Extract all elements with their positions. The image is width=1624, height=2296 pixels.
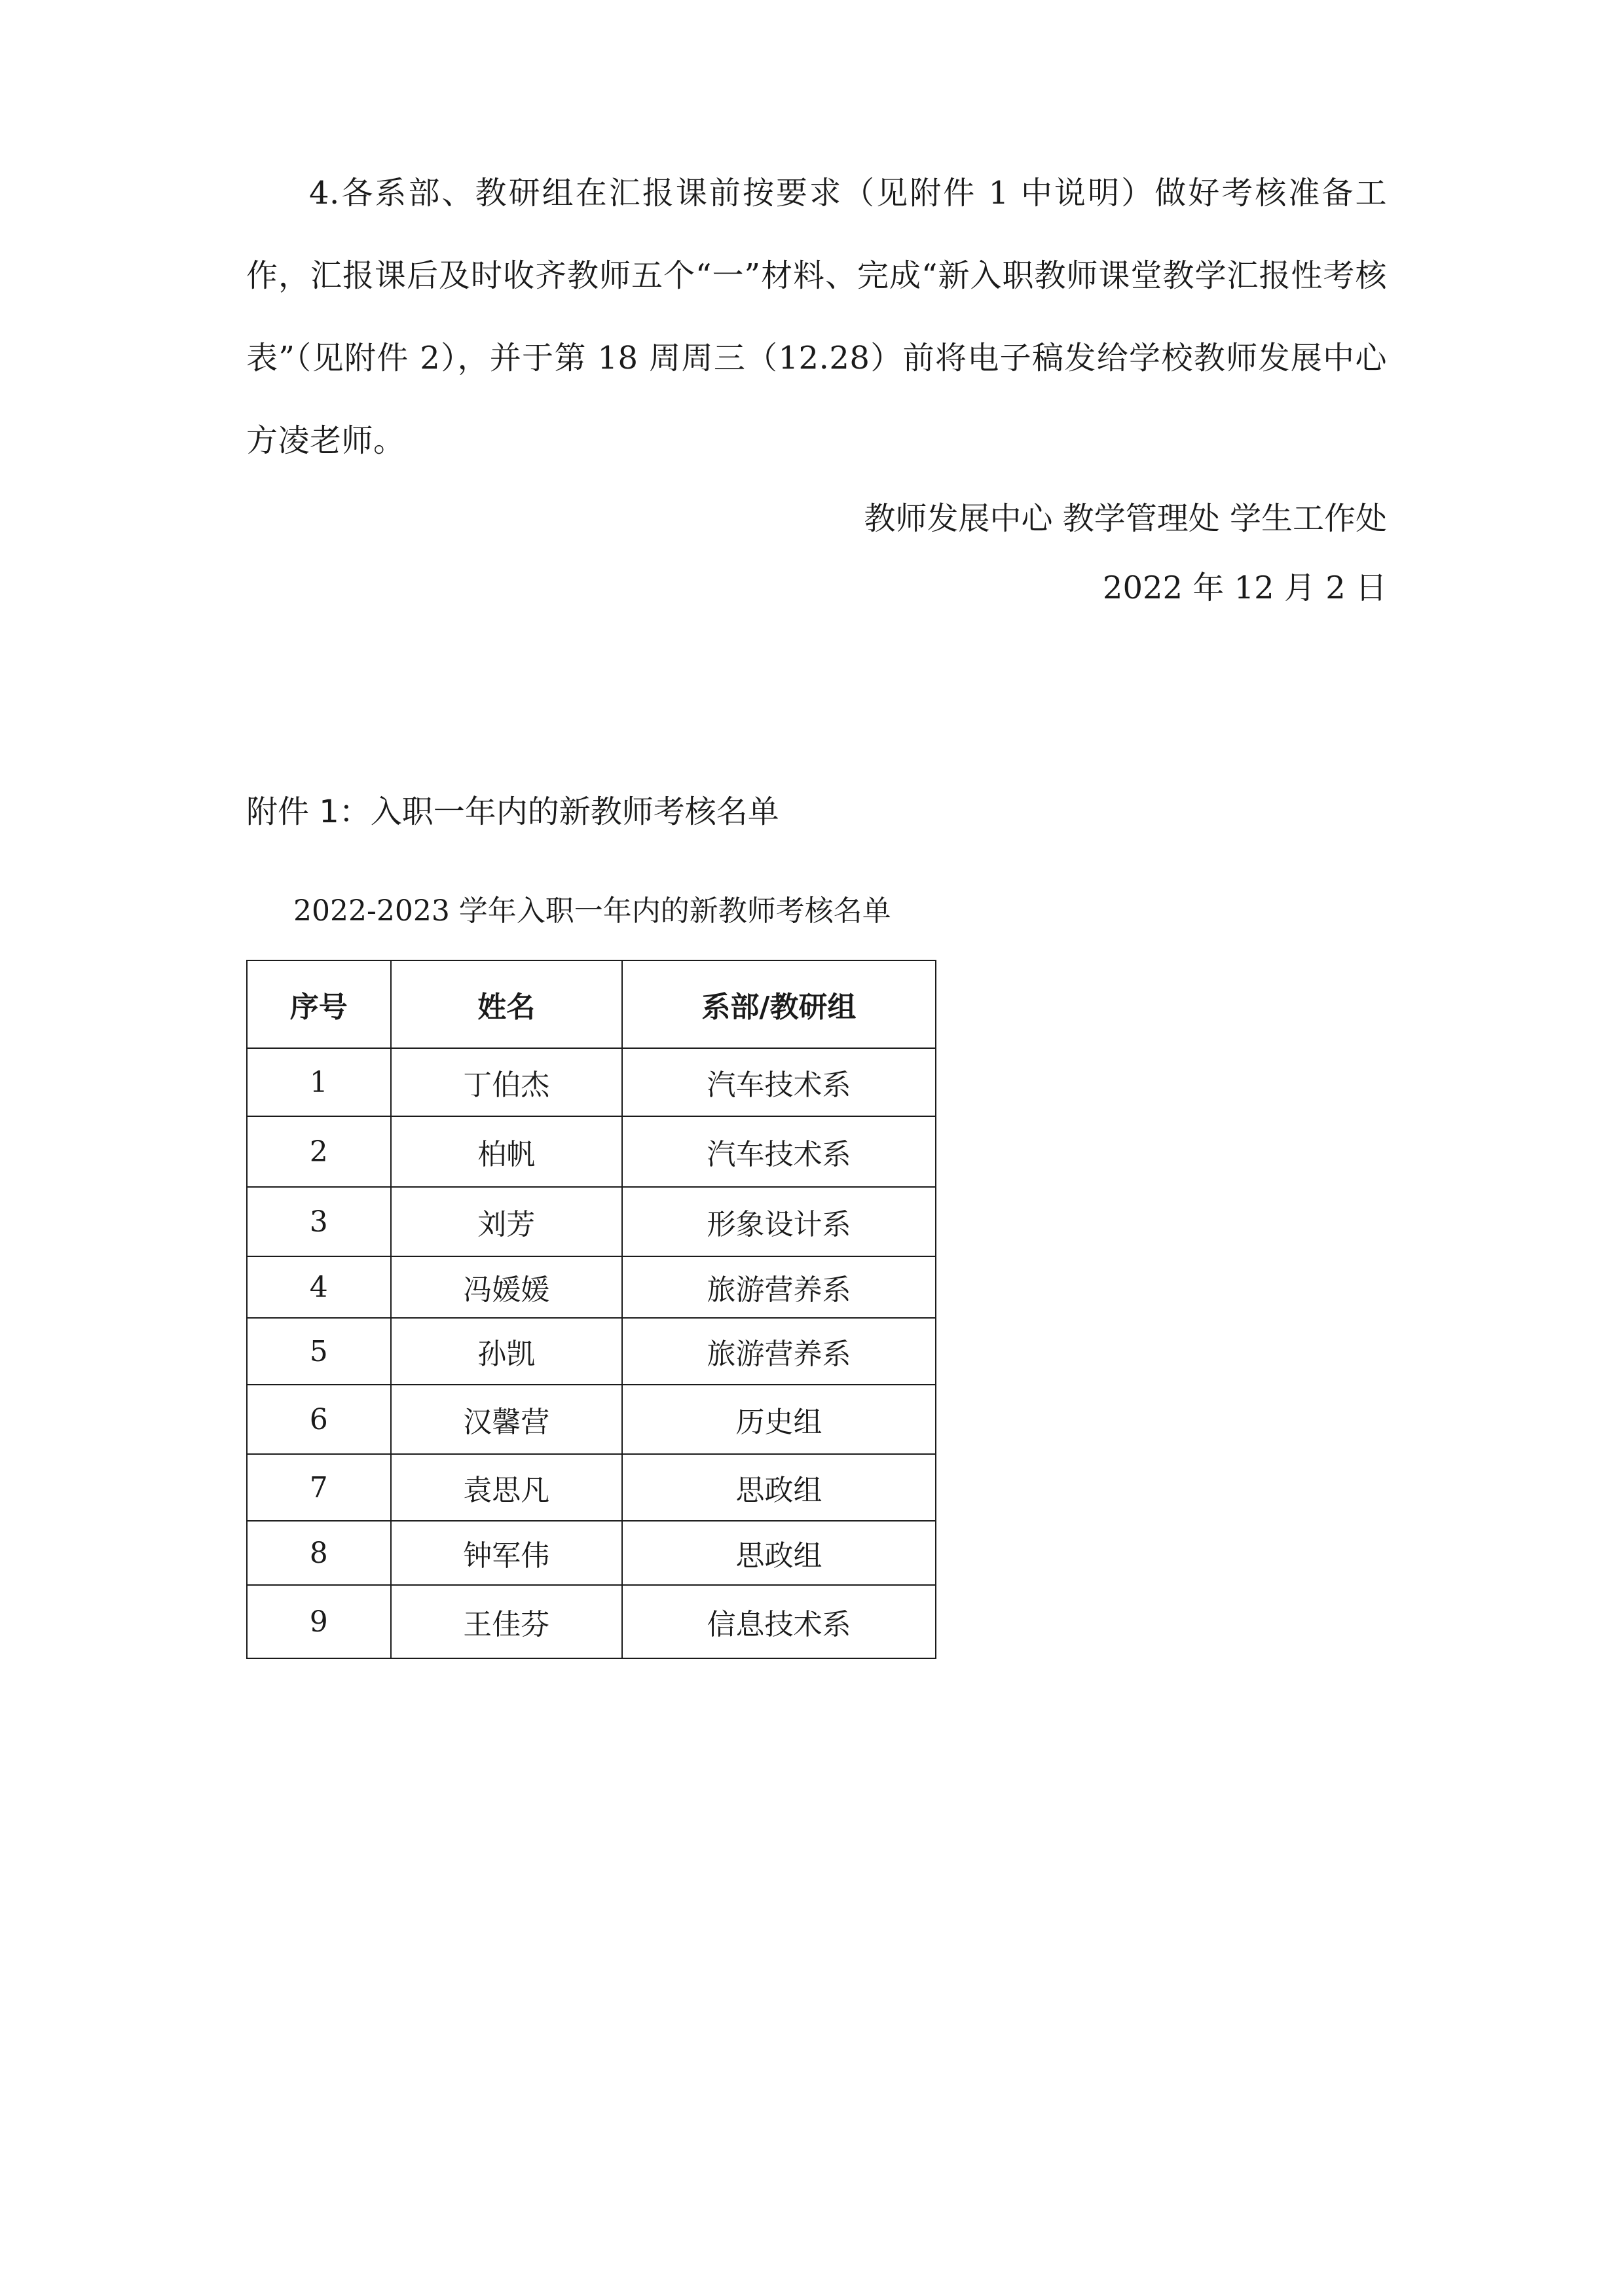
signature-organizations: 教师发展中心 教学管理处 学生工作处 xyxy=(864,500,1387,537)
table-row xyxy=(247,1256,936,1318)
row-name-cell: 柏帆 xyxy=(391,1116,622,1187)
header-serial-number: 序号 xyxy=(247,960,391,1048)
row-number-cell: 5 xyxy=(247,1318,391,1385)
row-number-cell: 7 xyxy=(247,1454,391,1521)
attachment-title: 附件 1：入职一年内的新教师考核名单 xyxy=(246,793,779,830)
table-row xyxy=(247,1385,936,1454)
row-department-cell: 汽车技术系 xyxy=(622,1116,936,1187)
table-row xyxy=(247,1048,936,1116)
table-row xyxy=(247,1454,936,1521)
table-row xyxy=(247,1521,936,1585)
row-name-cell: 刘芳 xyxy=(391,1187,622,1256)
row-department-cell: 信息技术系 xyxy=(622,1585,936,1658)
notice-paragraph: 4.各系部、教研组在汇报课前按要求（见附件 1 中说明）做好考核准备工作，汇报课后及时收齐教师五个“一”材料、完成“新入职教师课堂教学汇报性考核表”（见附件 2），并于第 18 周周三（12.28）前将电子稿发给学校教师发展中心方凌老师。 xyxy=(246,175,1387,459)
row-name-cell: 孙凯 xyxy=(391,1318,622,1385)
table-row xyxy=(247,1585,936,1658)
row-name-cell: 丁伯杰 xyxy=(391,1048,622,1116)
row-department-cell: 历史组 xyxy=(622,1385,936,1454)
header-department: 系部/教研组 xyxy=(622,960,936,1048)
row-name-cell: 钟军伟 xyxy=(391,1521,622,1585)
table-row xyxy=(247,1187,936,1256)
row-department-cell: 汽车技术系 xyxy=(622,1048,936,1116)
row-department-cell: 旅游营养系 xyxy=(622,1318,936,1385)
table-row xyxy=(247,1318,936,1385)
row-number-cell: 1 xyxy=(247,1048,391,1116)
table-caption: 2022-2023 学年入职一年内的新教师考核名单 xyxy=(293,894,891,928)
row-number-cell: 3 xyxy=(247,1187,391,1256)
row-number-cell: 8 xyxy=(247,1521,391,1585)
row-department-cell: 思政组 xyxy=(622,1521,936,1585)
row-number-cell: 2 xyxy=(247,1116,391,1187)
row-number-cell: 6 xyxy=(247,1385,391,1454)
header-name: 姓名 xyxy=(391,960,622,1048)
table-row xyxy=(247,1116,936,1187)
row-name-cell: 袁思凡 xyxy=(391,1454,622,1521)
row-name-cell: 冯媛媛 xyxy=(391,1256,622,1318)
row-department-cell: 思政组 xyxy=(622,1454,936,1521)
row-number-cell: 9 xyxy=(247,1585,391,1658)
row-department-cell: 旅游营养系 xyxy=(622,1256,936,1318)
signature-date: 2022 年 12 月 2 日 xyxy=(1102,570,1387,606)
row-department-cell: 形象设计系 xyxy=(622,1187,936,1256)
row-name-cell: 汉馨营 xyxy=(391,1385,622,1454)
row-number-cell: 4 xyxy=(247,1256,391,1318)
row-name-cell: 王佳芬 xyxy=(391,1585,622,1658)
table-header-row xyxy=(247,960,936,1048)
teacher-roster-table xyxy=(246,960,936,1659)
